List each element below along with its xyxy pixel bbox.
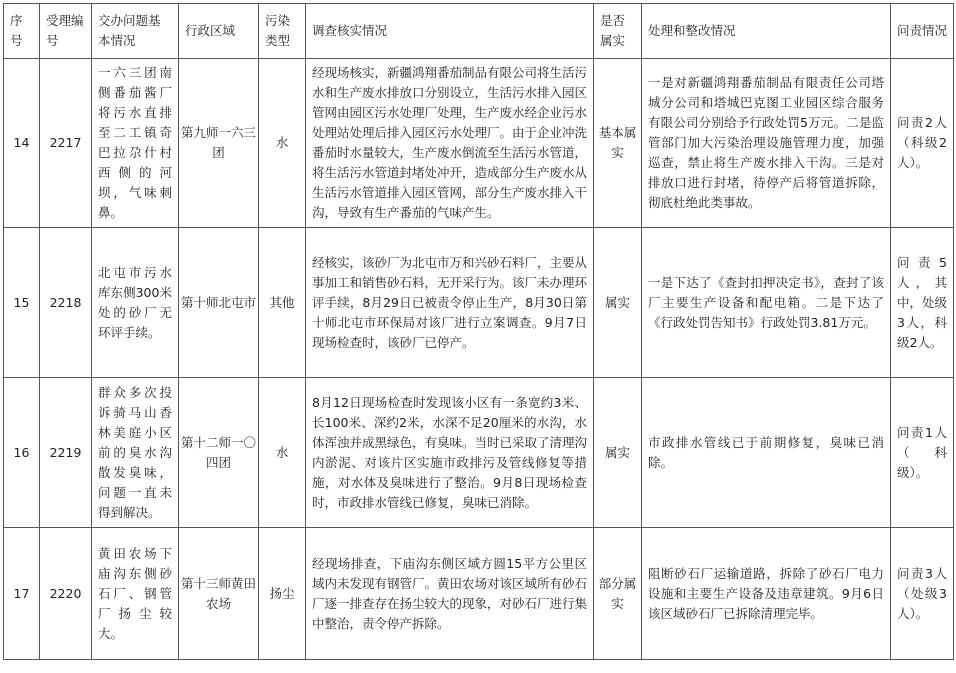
table-row	[4, 59, 954, 228]
cell-seq: 15	[4, 228, 40, 378]
header-investigation: 调查核实情况	[306, 4, 594, 59]
cell-handling: 市政排水管线已于前期修复，臭味已消除。	[642, 378, 891, 528]
table-row	[4, 528, 954, 660]
cell-receipt-no: 2219	[40, 378, 92, 528]
cell-accountability: 问责2人（科级2人）。	[891, 59, 954, 228]
cell-receipt-no: 2218	[40, 228, 92, 378]
cell-issue: 群众多次投诉骑马山香林美庭小区前的臭水沟散发臭味，问题一直未得到解决。	[92, 378, 179, 528]
cell-region: 第九师一六三团	[179, 59, 259, 228]
cell-pollution-type: 其他	[259, 228, 306, 378]
cell-handling: 一是下达了《查封扣押决定书》，查封了该厂主要生产设备和配电箱。二是下达了《行政处罚告知书》行政处罚3.81万元。	[642, 228, 891, 378]
header-accountability: 问责情况	[891, 4, 954, 59]
header-issue: 交办问题基本情况	[92, 4, 179, 59]
table-row	[4, 378, 954, 528]
cell-issue: 一六三团南侧番茄酱厂将污水直排至二工镇奇巴拉尕什村西侧的河坝，气味刺鼻。	[92, 59, 179, 228]
cell-pollution-type: 扬尘	[259, 528, 306, 660]
cell-investigation: 经现场排查，下庙沟东侧区域方圆15平方公里区域内未发现有钢管厂。黄田农场对该区域所有砂石厂逐一排查存在扬尘较大的现象，对砂石厂进行集中整治，责令停产拆除。	[306, 528, 594, 660]
cell-handling: 一是对新疆鸿翔番茄制品有限责任公司塔城分公司和塔城巴克图工业园区综合服务有限公司分别给予行政处罚5万元。二是监管部门加大污染治理设施管理力度，加强巡查，禁止将生产废水排入干沟。三是对排放口进行封堵，待停产后将管道拆除，彻底杜绝此类事故。	[642, 59, 891, 228]
cell-region: 第十二师一〇四团	[179, 378, 259, 528]
cell-handling: 阻断砂石厂运输道路，拆除了砂石厂电力设施和主要生产设备及违章建筑。9月6日该区域砂石厂已拆除清理完毕。	[642, 528, 891, 660]
cell-pollution-type: 水	[259, 378, 306, 528]
cell-verified: 基本属实	[594, 59, 642, 228]
cell-verified: 属实	[594, 378, 642, 528]
cell-seq: 17	[4, 528, 40, 660]
header-seq: 序号	[4, 4, 40, 59]
cell-issue: 黄田农场下庙沟东侧砂石厂、钢管厂扬尘较大。	[92, 528, 179, 660]
cell-verified: 属实	[594, 228, 642, 378]
table-row	[4, 228, 954, 378]
case-table	[3, 3, 954, 660]
header-row	[4, 4, 954, 59]
cell-seq: 14	[4, 59, 40, 228]
cell-pollution-type: 水	[259, 59, 306, 228]
cell-accountability: 问责5人，其中，处级3人，科级2人。	[891, 228, 954, 378]
header-receipt-no: 受理编号	[40, 4, 92, 59]
cell-investigation: 经现场核实，新疆鸿翔番茄制品有限公司将生活污水和生产废水排放口分别设立，生活污水排入园区管网由园区污水处理厂处理，生产废水经企业污水处理站处理后排入园区污水处理厂。由于企业冲洗番茄时水量较大，生产废水倒流至生活污水管道，将生活污水管道封堵处冲开，造成部分生产废水从生活污水管道排入园区管网，部分生产废水排入干沟，导致有生产番茄的气味产生。	[306, 59, 594, 228]
cell-accountability: 问责1人（科级）。	[891, 378, 954, 528]
cell-investigation: 经核实，该砂厂为北屯市万和兴砂石料厂，主要从事加工和销售砂石料，无开采行为。该厂未办理环评手续，8月29日已被责令停止生产，8月30日第十师北屯市环保局对该厂进行立案调查。9月7日现场检查时，该砂厂已停产。	[306, 228, 594, 378]
cell-region: 第十三师黄田农场	[179, 528, 259, 660]
header-region: 行政区域	[179, 4, 259, 59]
header-pollution-type: 污染类型	[259, 4, 306, 59]
cell-seq: 16	[4, 378, 40, 528]
cell-receipt-no: 2220	[40, 528, 92, 660]
cell-verified: 部分属实	[594, 528, 642, 660]
cell-accountability: 问责3人（处级3人）。	[891, 528, 954, 660]
cell-region: 第十师北屯市	[179, 228, 259, 378]
cell-receipt-no: 2217	[40, 59, 92, 228]
header-verified: 是否属实	[594, 4, 642, 59]
header-handling: 处理和整改情况	[642, 4, 891, 59]
cell-investigation: 8月12日现场检查时发现该小区有一条宽约3米、长100米、深约2米，水深不足20厘米的水沟，水体浑浊并成黑绿色，有臭味。当时已采取了清理沟内淤泥、对该片区实施市政排污及管线修复等措施，对水体及臭味进行了整治。9月8日现场检查时，市政排水管线已修复，臭味已消除。	[306, 378, 594, 528]
cell-issue: 北屯市污水库东侧300米处的砂厂无环评手续。	[92, 228, 179, 378]
